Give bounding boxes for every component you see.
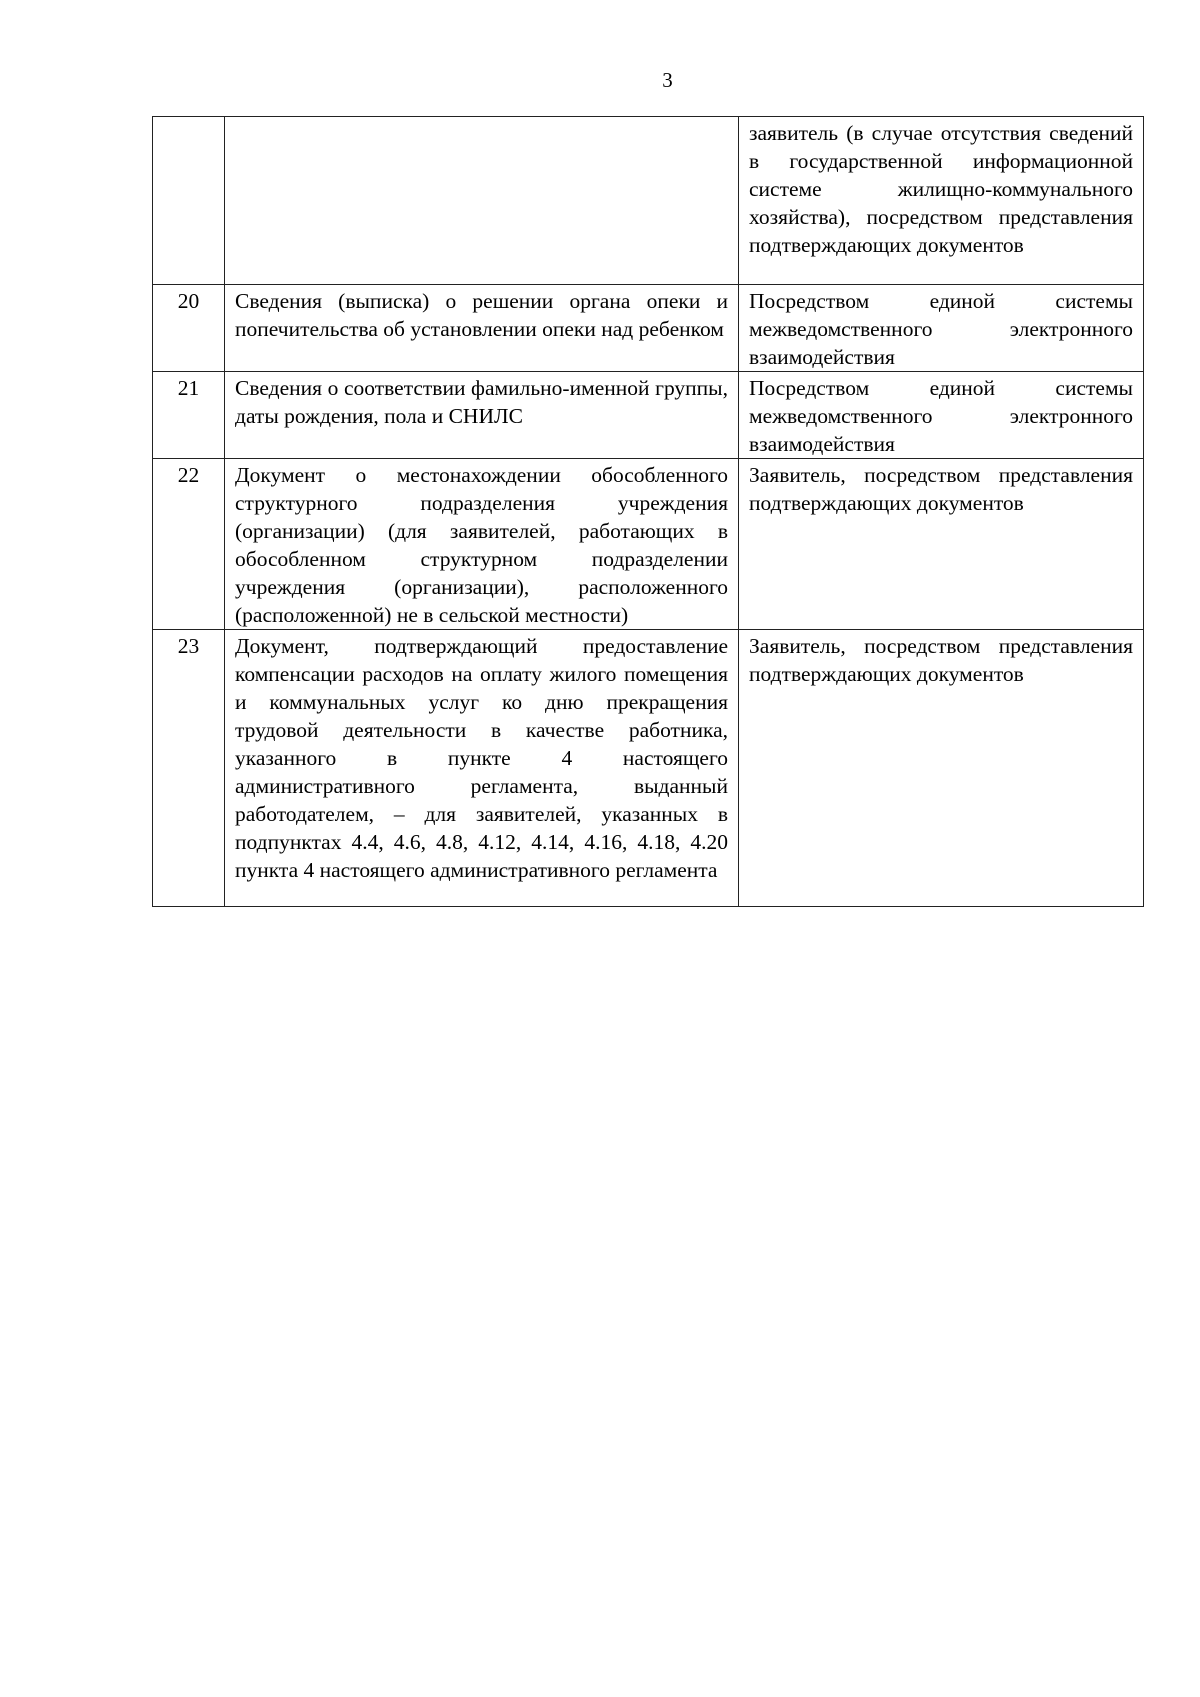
documents-table [152, 116, 1144, 907]
table-row [153, 372, 1144, 459]
table-row [153, 459, 1144, 630]
document-source-cell: Посредством единой системы межведомственного электронного взаимодействия [739, 372, 1144, 459]
table-row [153, 630, 1144, 907]
row-number-cell: 20 [153, 285, 225, 372]
document-name-cell: Сведения (выписка) о решении органа опеки и попечительства об установлении опеки над ребенком [225, 285, 739, 372]
document-name-cell: Документ о местонахождении обособленного структурного подразделения учреждения (организации) (для заявителей, работающих в обособленном структурном подразделении учреждения (организации), расположенного (расположенной) не в сельской местности) [225, 459, 739, 630]
document-source-cell: Заявитель, посредством представления подтверждающих документов [739, 630, 1144, 907]
document-source-cell: Заявитель, посредством представления подтверждающих документов [739, 459, 1144, 630]
document-name-cell: Документ, подтверждающий предоставление компенсации расходов на оплату жилого помещения и коммунальных услуг ко дню прекращения трудовой деятельности в качестве работника, указанного в пункте 4 настоящего административного регламента, выданный работодателем, – для заявителей, указанных в подпунктах 4.4, 4.6, 4.8, 4.12, 4.14, 4.16, 4.18, 4.20 пункта 4 настоящего административного регламента [225, 630, 739, 907]
row-number-cell: 22 [153, 459, 225, 630]
row-number-cell: 23 [153, 630, 225, 907]
row-number-cell: 21 [153, 372, 225, 459]
table-row [153, 117, 1144, 285]
document-name-cell: Сведения о соответствии фамильно-именной группы, даты рождения, пола и СНИЛС [225, 372, 739, 459]
page-number: 3 [662, 68, 673, 92]
document-source-cell: заявитель (в случае отсутствия сведений в государственной информационной системе жилищно-коммунального хозяйства), посредством представления подтверждающих документов [739, 117, 1144, 285]
document-name-cell [225, 117, 739, 285]
row-number-cell [153, 117, 225, 285]
table-row [153, 285, 1144, 372]
document-source-cell: Посредством единой системы межведомственного электронного взаимодействия [739, 285, 1144, 372]
